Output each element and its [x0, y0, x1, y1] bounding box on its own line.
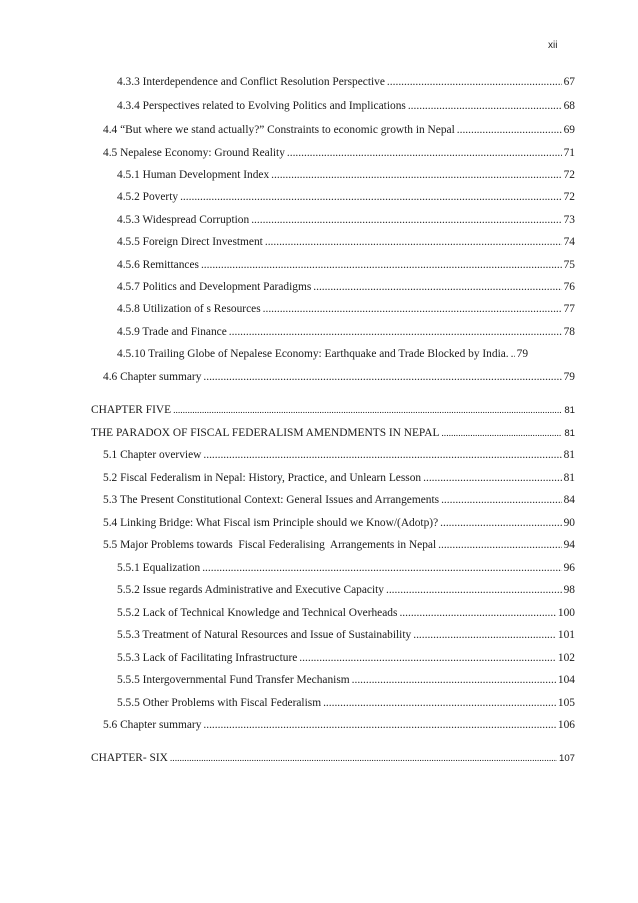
toc-chapter-five[interactable]: CHAPTER FIVE ..... 81 — [91, 403, 575, 418]
toc-entry-5-5[interactable]: 5.5 Major Problems towards Fiscal Federalising Arrangements in Nepal ..... 94 — [103, 538, 575, 552]
toc-entry-4-3-3[interactable]: 4.3.3 Interdependence and Conflict Resolution Perspective ..... 67 — [117, 75, 575, 89]
toc-entry-5-6[interactable]: 5.6 Chapter summary ..... 106 — [103, 718, 575, 732]
toc-entry-4-5-3[interactable]: 4.5.3 Widespread Corruption ..... 73 — [117, 213, 575, 227]
toc-chapter-six[interactable]: CHAPTER- SIX ..... 107 — [91, 751, 575, 766]
toc-entry-4-5-7[interactable]: 4.5.7 Politics and Development Paradigms ..... 76 — [117, 280, 575, 294]
toc-entry-4-5-9[interactable]: 4.5.9 Trade and Finance ..... 78 — [117, 325, 575, 339]
toc-entry-5-3[interactable]: 5.3 The Present Constitutional Context: General Issues and Arrangements ..... 84 — [103, 493, 575, 507]
toc-entry-4-5-10[interactable]: 4.5.10 Trailing Globe of Nepalese Economy: Earthquake and Trade Blocked by India. ..... 79 — [117, 347, 575, 361]
toc-entry-4-5-6[interactable]: 4.5.6 Remittances ..... 75 — [117, 258, 575, 272]
toc-entry-5-5-2b[interactable]: 5.5.2 Lack of Technical Knowledge and Technical Overheads ..... 100 — [117, 606, 575, 620]
toc-entry-4-5-8[interactable]: 4.5.8 Utilization of s Resources ..... 77 — [117, 302, 575, 316]
toc-entry-5-5-3b[interactable]: 5.5.3 Lack of Facilitating Infrastructure ..... 102 — [117, 651, 575, 665]
toc-entry-5-5-5b[interactable]: 5.5.5 Other Problems with Fiscal Federalism ..... 105 — [117, 696, 575, 710]
toc-entry-5-2[interactable]: 5.2 Fiscal Federalism in Nepal: History, Practice, and Unlearn Lesson ..... 81 — [103, 471, 575, 485]
toc-chapter-five-title[interactable]: THE PARADOX OF FISCAL FEDERALISM AMENDMENTS IN NEPAL ..... 81 — [91, 426, 575, 441]
toc-entry-4-5-1[interactable]: 4.5.1 Human Development Index ..... 72 — [117, 168, 575, 182]
toc-entry-4-6[interactable]: 4.6 Chapter summary ..... 79 — [103, 370, 575, 384]
toc-entry-5-5-2a[interactable]: 5.5.2 Issue regards Administrative and Executive Capacity ..... 98 — [117, 583, 575, 597]
toc-entry-5-4[interactable]: 5.4 Linking Bridge: What Fiscal ism Principle should we Know/(Adotp)? ..... 90 — [103, 516, 575, 530]
toc-entry-4-4[interactable]: 4.4 “But where we stand actually?” Constraints to economic growth in Nepal ..... 69 — [103, 123, 575, 137]
toc-entry-4-5-2[interactable]: 4.5.2 Poverty ..... 72 — [117, 190, 575, 204]
toc-entry-5-5-5a[interactable]: 5.5.5 Intergovernmental Fund Transfer Mechanism ..... 104 — [117, 673, 575, 687]
toc-entry-5-5-3a[interactable]: 5.5.3 Treatment of Natural Resources and Issue of Sustainability ..... 101 — [117, 628, 575, 642]
toc-entry-4-5[interactable]: 4.5 Nepalese Economy: Ground Reality ..... 71 — [103, 146, 575, 160]
toc-entry-4-3-4[interactable]: 4.3.4 Perspectives related to Evolving Politics and Implications ..... 68 — [117, 99, 575, 113]
toc-entry-5-5-1[interactable]: 5.5.1 Equalization ..... 96 — [117, 561, 575, 575]
toc-entry-4-5-5[interactable]: 4.5.5 Foreign Direct Investment ..... 74 — [117, 235, 575, 249]
page-number: xii — [548, 40, 558, 51]
toc-entry-5-1[interactable]: 5.1 Chapter overview ..... 81 — [103, 448, 575, 462]
